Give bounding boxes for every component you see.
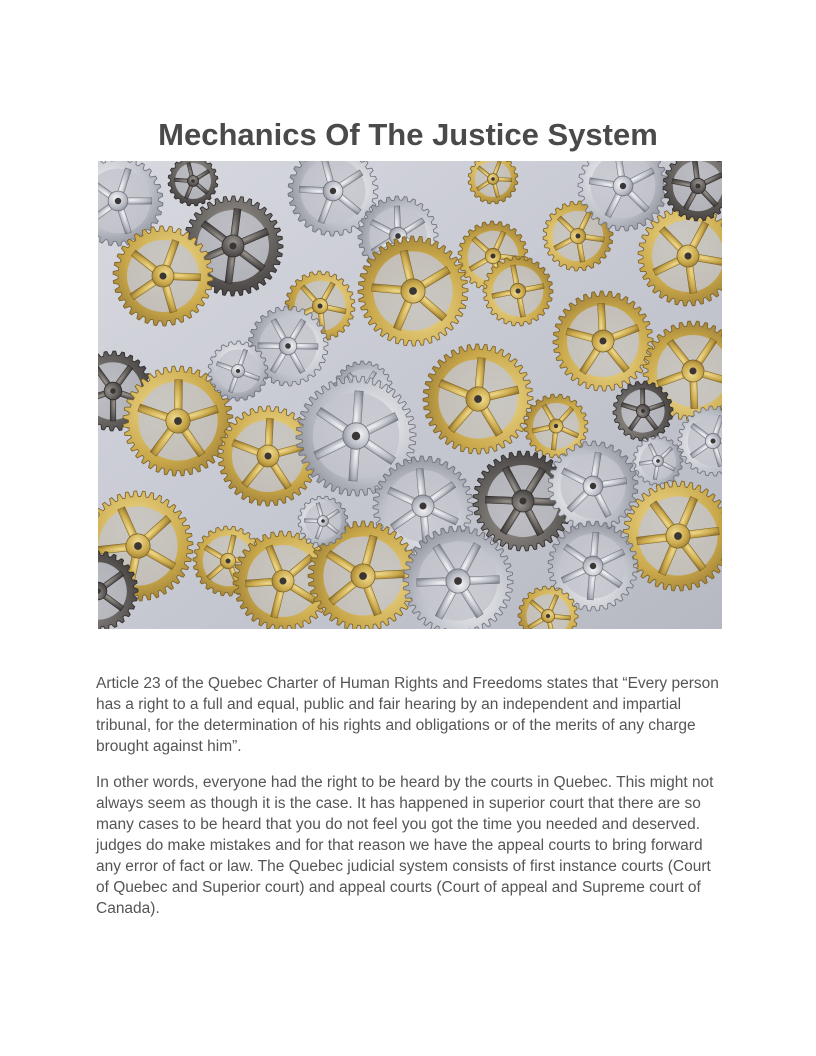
paragraph-1: Article 23 of the Quebec Charter of Human Rights and Freedoms states that “Every person has a right to a full and equal, public and fair hearing by an independent and impartial tribunal, for the determination of his rights and obligations or of the merits of any charge brought against him”. [96,675,719,755]
paragraph-2: In other words, everyone had the right to be heard by the courts in Quebec. This might not always seem as though it is the case. It has happened in superior court that there are so many cases to be heard that you do not feel you got the time you needed and deserved. judges do make mistakes and for that reason we have the appeal courts to bring forward any error of fact or law. The Quebec judicial system consists of first instance courts (Court of Quebec and Superior court) and appeal courts (Court of appeal and Supreme court of Canada). [96,774,714,917]
gears-photo [98,161,722,629]
page-title: Mechanics Of The Justice System [158,116,658,152]
article-body [96,673,726,934]
